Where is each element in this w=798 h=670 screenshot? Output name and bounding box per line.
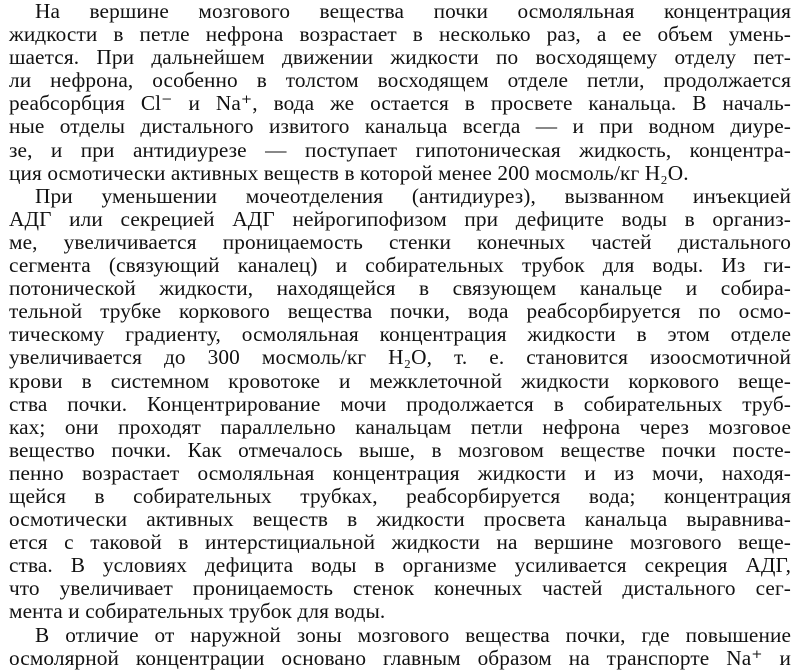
document-page	[9, 0, 791, 670]
text-line: При уменьшении мочеотделения (антидиурез), вызванном инъекцией	[35, 183, 791, 208]
text-line: реабсорбция Cl⁻ и Na⁺, вода же остается в просвете канальца. В началь-	[9, 91, 791, 116]
text-line: потонической жидкости, находящейся в связующем канальце и собира-	[9, 276, 791, 301]
text-line: ства. В условиях дефицита воды в организме усиливается секреция АДГ,	[9, 553, 791, 578]
text-line: крови в системном кровотоке и межклеточной жидкости коркового веще-	[9, 368, 791, 393]
text-line: шается. При дальнейшем движении жидкости по восходящему отделу пет-	[9, 45, 791, 70]
text-line: зе, и при антидиурезе — поступает гипотоническая жидкость, концентра-	[9, 137, 791, 162]
text-line: тическому градиенту, осмоляльная концентрация жидкости в этом отделе	[9, 322, 791, 347]
paragraph-2	[9, 185, 791, 624]
text-line: ется с таковой в интерстициальной жидкости на вершине мозгового веще-	[9, 530, 791, 555]
text-line: ли нефрона, особенно в толстом восходящем отделе петли, продолжается	[9, 68, 791, 93]
text-line: осмолярной концентрации основано главным образом на транспорте Na⁺ и	[9, 645, 791, 670]
text-line: жидкости в петле нефрона возрастает в несколько раз, а ее объем умень-	[9, 22, 791, 47]
text-line: ция осмотически активных веществ в которой менее 200 мосмоль/кг H₂O.	[9, 160, 689, 185]
text-line: вещество почки. Как отмечалось выше, в мозговом веществе почки посте-	[9, 437, 791, 462]
text-line: ные отделы дистального извитого канальца всегда — и при водном диуре-	[9, 114, 791, 139]
text-line: мента и собирательных трубок для воды.	[9, 599, 386, 624]
paragraph-1	[9, 0, 791, 185]
text-line: ках; они проходят параллельно канальцам петли нефрона через мозговое	[9, 414, 791, 439]
text-line: В отличие от наружной зоны мозгового вещества почки, где повышение	[35, 622, 791, 647]
text-line: На вершине мозгового вещества почки осмоляльная концентрация	[35, 0, 791, 23]
text-line: сегмента (связующий каналец) и собирательных трубок для воды. Из ги-	[9, 253, 791, 278]
text-line: щейся в собирательных трубках, реабсорбируется вода; концентрация	[9, 483, 791, 508]
text-line: ства почки. Концентрирование мочи продолжается в собирательных труб-	[9, 391, 791, 416]
text-line: тельной трубке коркового вещества почки, вода реабсорбируется по осмо-	[9, 299, 791, 324]
text-line: что увеличивает проницаемость стенок конечных частей дистального сег-	[9, 576, 791, 601]
text-line: осмотически активных веществ в жидкости просвета канальца выравнива-	[9, 507, 791, 532]
text-line: пенно возрастает осмоляльная концентрация жидкости и из мочи, находя-	[9, 460, 791, 485]
text-line: увеличивается до 300 мосмоль/кг H₂O, т. е. становится изоосмотичной	[9, 345, 791, 370]
text-line: ме, увеличивается проницаемость стенки конечных частей дистального	[9, 229, 791, 254]
text-line: АДГ или секрецией АДГ нейрогипофизом при дефиците воды в организ-	[9, 206, 791, 231]
